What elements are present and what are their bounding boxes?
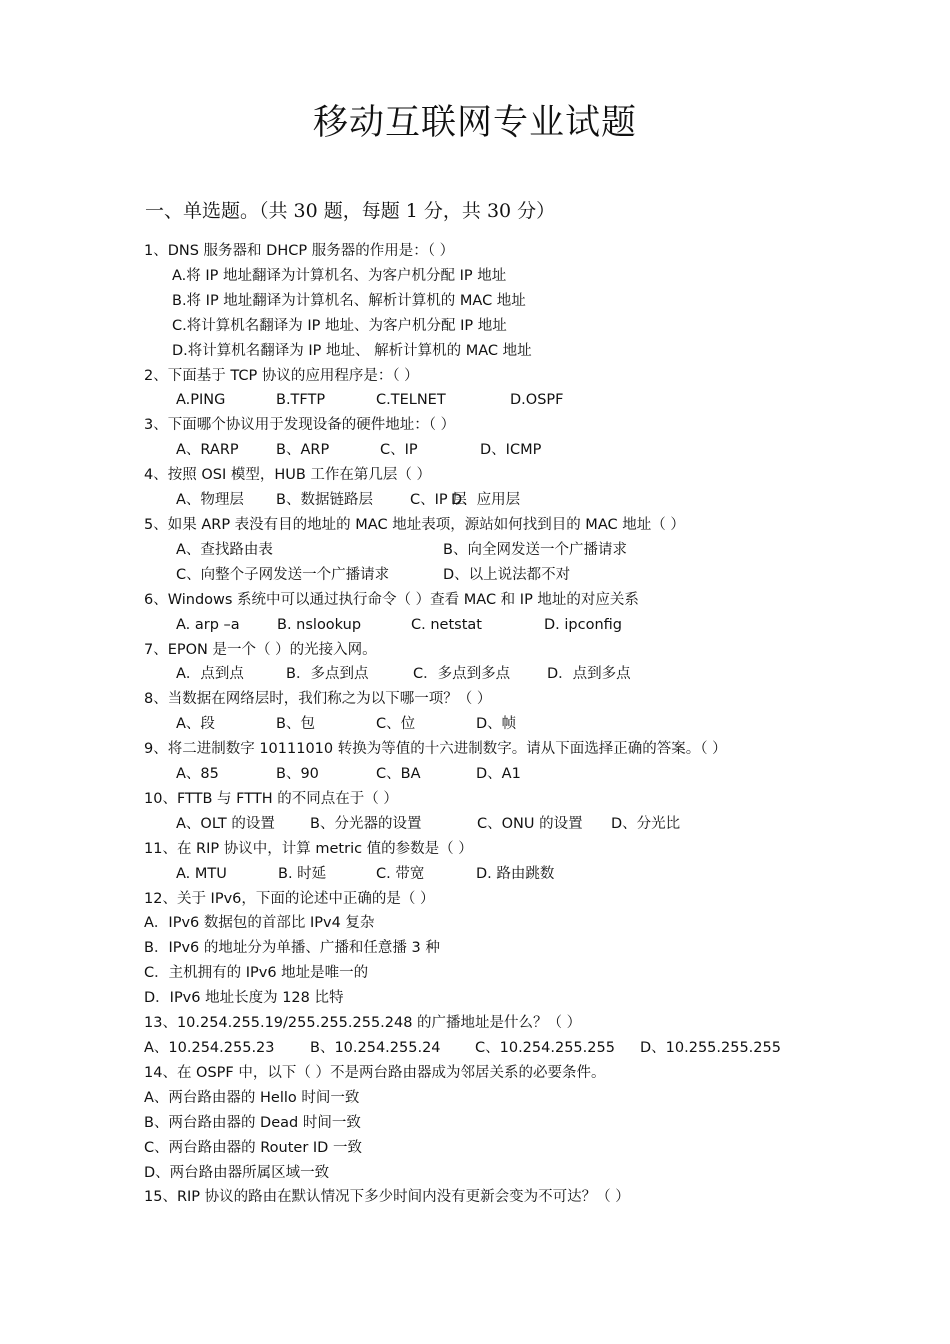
option: C、IP	[380, 442, 418, 459]
option: B、90	[276, 766, 319, 783]
option: A、段	[176, 716, 215, 733]
question-text: 13、10.254.255.19/255.255.255.248 的广播地址是什么？（ ）	[144, 1015, 582, 1032]
question-text: 15、RIP 协议的路由在默认情况下多少时间内没有更新会变为不可达？（ ）	[144, 1189, 630, 1206]
option-row	[0, 762, 950, 787]
option: B．多点到点	[286, 666, 369, 683]
option: D. ipconfig	[544, 616, 622, 633]
option: A、OLT 的设置	[176, 815, 275, 832]
option: D. 路由跳数	[476, 865, 555, 882]
option: D.OSPF	[510, 392, 564, 409]
option-row	[0, 538, 950, 563]
question-text: 8、当数据在网络层时，我们称之为以下哪一项？（ ）	[144, 691, 492, 708]
option: A.将 IP 地址翻译为计算机名、为客户机分配 IP 地址	[172, 267, 507, 284]
option: C、位	[376, 716, 416, 733]
question-text: 12、关于 IPv6，下面的论述中正确的是（ ）	[144, 890, 435, 907]
question-text: 9、将二进制数字 10111010 转换为等值的十六进制数字。请从下面选择正确的答案。（ ）	[144, 741, 727, 758]
option: D、A1	[476, 766, 521, 783]
option: C、BA	[376, 766, 421, 783]
option: D.将计算机名翻译为 IP 地址、 解析计算机的 MAC 地址	[172, 342, 532, 359]
option: B、ARP	[276, 442, 330, 459]
option: B、两台路由器的 Dead 时间一致	[144, 1114, 361, 1131]
question-text: 6、Windows 系统中可以通过执行命令（ ）查看 MAC 和 IP 地址的对应关系	[144, 591, 639, 608]
option: C、向整个子网发送一个广播请求	[176, 566, 390, 583]
option: A、RARP	[176, 442, 239, 459]
option-row	[0, 488, 950, 513]
question-text: 10、FTTB 与 FTTH 的不同点在于（ ）	[144, 790, 398, 807]
option: B．IPv6 的地址分为单播、广播和任意播 3 种	[144, 940, 440, 957]
option: A. arp –a	[176, 616, 240, 633]
option: C、两台路由器的 Router ID 一致	[144, 1139, 362, 1156]
option: D、以上说法都不对	[443, 566, 571, 583]
option: A、两台路由器的 Hello 时间一致	[144, 1089, 360, 1106]
question-text: 14、在 OSPF 中，以下（ ）不是两台路由器成为邻居关系的必要条件。	[144, 1064, 606, 1081]
option: A. MTU	[176, 865, 227, 882]
option-row	[0, 662, 950, 687]
question-text: 2、下面基于 TCP 协议的应用程序是：（ ）	[144, 367, 419, 384]
option: C．主机拥有的 IPv6 地址是唯一的	[144, 965, 369, 982]
option-row	[0, 862, 950, 887]
question-text: 7、EPON 是一个（ ）的光接入网。	[144, 641, 377, 658]
question-text: 5、如果 ARP 表没有目的地址的 MAC 地址表项，源站如何找到目的 MAC 地址（ ）	[144, 516, 685, 533]
option: A、85	[176, 766, 219, 783]
option: B、向全网发送一个广播请求	[443, 541, 627, 558]
option: D、两台路由器所属区域一致	[144, 1164, 330, 1181]
option-row	[0, 438, 950, 463]
option: A．IPv6 数据包的首部比 IPv4 复杂	[144, 915, 375, 932]
option: A.PING	[176, 392, 226, 409]
option: C.TELNET	[376, 392, 446, 409]
option: C. 带宽	[376, 865, 425, 882]
option: A、物理层	[176, 492, 244, 509]
option-row	[0, 1036, 950, 1061]
option: B、分光器的设置	[310, 815, 422, 832]
option-row	[0, 613, 950, 638]
option: B. 时延	[278, 865, 327, 882]
option: B.TFTP	[276, 392, 326, 409]
question-text: 11、在 RIP 协议中，计算 metric 值的参数是（ ）	[144, 840, 473, 857]
option: C、10.254.255.255	[475, 1040, 615, 1056]
section-heading: 一、单选题。（共 30 题，每题 1 分，共 30 分）	[145, 200, 556, 222]
option: A．点到点	[176, 666, 244, 683]
question-text: 1、DNS 服务器和 DHCP 服务器的作用是：（ ）	[144, 243, 455, 259]
option-row	[0, 388, 950, 413]
question-list	[0, 239, 950, 1210]
option: D、帧	[476, 716, 517, 733]
option: B.将 IP 地址翻译为计算机名、解析计算机的 MAC 地址	[172, 292, 526, 309]
option: D．IPv6 地址长度为 128 比特	[144, 990, 344, 1007]
option: C.将计算机名翻译为 IP 地址、为客户机分配 IP 地址	[172, 317, 507, 334]
option: C、IP 层	[410, 492, 467, 509]
option: C．多点到多点	[413, 666, 511, 683]
option: C. netstat	[411, 616, 482, 633]
option: D、分光比	[611, 815, 681, 832]
option: D、ICMP	[480, 442, 542, 459]
option-row	[0, 812, 950, 837]
option: C、ONU 的设置	[477, 815, 583, 832]
option: B、包	[276, 716, 315, 733]
option: B、10.254.255.24	[310, 1040, 441, 1056]
question-text: 3、下面哪个协议用于发现设备的硬件地址：（ ）	[144, 417, 456, 434]
option: A、查找路由表	[176, 541, 273, 558]
option: D．点到多点	[547, 666, 631, 683]
option: D、10.255.255.255	[640, 1040, 781, 1056]
option-row	[0, 563, 950, 588]
option: D、应用层	[451, 492, 521, 509]
option-row	[0, 712, 950, 737]
option: B、数据链路层	[276, 492, 373, 509]
question-text: 4、按照 OSI 模型，HUB 工作在第几层（ ）	[144, 467, 432, 484]
document-title: 移动互联网专业试题	[312, 103, 637, 143]
option: B. nslookup	[277, 616, 362, 633]
option: A、10.254.255.23	[144, 1040, 275, 1056]
